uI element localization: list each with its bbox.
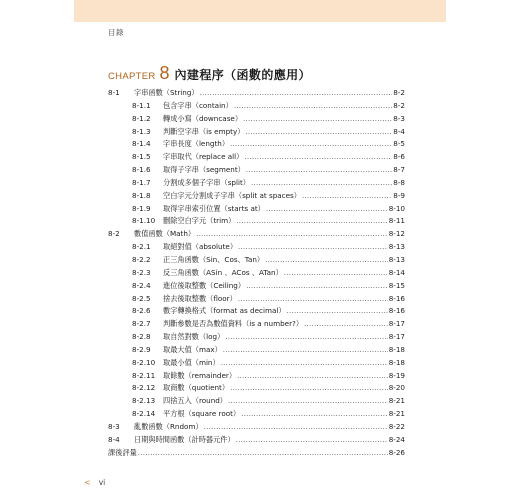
toc-page-number: 8-13 <box>388 254 405 264</box>
toc-entry-title: 取最小值（min） <box>163 357 220 367</box>
toc-page-number: 8-16 <box>388 293 405 303</box>
toc-entry-title: 取自然對數（log） <box>163 332 225 342</box>
toc-entry-title: 取得字串索引位置（starts at） <box>163 203 265 213</box>
dot-leader <box>225 331 387 344</box>
toc-entry-title: 課後評量 <box>108 447 137 457</box>
toc-entry-title: 取絕對值（absolute） <box>163 242 238 252</box>
toc-entry-line <box>163 280 405 293</box>
toc-section-number: 8-2.7 <box>132 319 151 329</box>
toc-entry-line <box>163 203 405 216</box>
toc-entry-line <box>163 177 405 190</box>
toc-entry-title: 分割成多個子字串（split） <box>163 177 250 187</box>
toc-entry-title: 取商數（quotient） <box>163 383 230 393</box>
toc-section-number: 8-3 <box>108 421 120 431</box>
running-header: 目錄 <box>108 28 124 37</box>
toc-section-number: 8-2.2 <box>132 254 151 264</box>
toc-entry-title: 包含字串（contain） <box>163 100 233 110</box>
page-folio <box>84 478 105 487</box>
toc-page-number: 8-5 <box>393 139 405 149</box>
toc-section-number: 8-2.12 <box>132 383 156 393</box>
toc-entry-line <box>163 408 405 421</box>
toc-entry-title: 日期與時間函數（計時器元件） <box>134 434 235 444</box>
toc-section-number: 8-1.10 <box>132 216 156 226</box>
toc-entry <box>108 113 405 126</box>
toc-entry-title: 數字轉換格式（format as decimal） <box>163 306 286 316</box>
dot-leader <box>244 151 392 164</box>
dot-leader <box>238 293 388 306</box>
dot-leader <box>237 370 388 383</box>
toc-page-number: 8-26 <box>388 447 405 457</box>
dot-leader <box>238 241 388 254</box>
toc-page-number: 8-21 <box>388 409 405 419</box>
toc-section-number: 8-2.5 <box>132 293 151 303</box>
toc-entry-line <box>163 382 405 395</box>
toc-page-number: 8-17 <box>388 319 405 329</box>
toc-entry <box>108 241 405 254</box>
toc-section-number: 8-2.11 <box>132 370 156 380</box>
toc-entry-line <box>163 241 405 254</box>
dot-leader <box>234 100 392 113</box>
toc-section-number: 8-1.2 <box>132 113 151 123</box>
toc-section-number: 8-2.3 <box>132 267 151 277</box>
toc-entry <box>108 190 405 203</box>
toc-section-number: 8-1.1 <box>132 100 151 110</box>
dot-leader <box>266 203 388 216</box>
dot-leader <box>302 190 392 203</box>
toc-page-number: 8-15 <box>388 280 405 290</box>
toc-page-number: 8-9 <box>393 190 405 200</box>
toc-entry-line <box>108 447 405 460</box>
toc-section-number: 8-2.9 <box>132 344 151 354</box>
table-of-contents <box>108 87 405 459</box>
toc-page-number: 8-24 <box>388 434 405 444</box>
toc-entry <box>108 447 405 460</box>
toc-page-number: 8-4 <box>393 126 405 136</box>
dot-leader <box>138 447 388 460</box>
toc-section-number: 8-1.8 <box>132 190 151 200</box>
toc-entry <box>108 177 405 190</box>
toc-entry-title: 取餘數（remainder） <box>163 370 237 380</box>
toc-section-number: 8-4 <box>108 434 120 444</box>
toc-section-number: 8-1 <box>108 88 120 97</box>
dot-leader <box>246 164 392 177</box>
toc-entry <box>108 344 405 357</box>
dot-leader <box>223 344 388 357</box>
toc-entry <box>108 164 405 177</box>
toc-entry-title: 字串取代（replace all） <box>163 152 244 162</box>
toc-page-number: 8-8 <box>393 177 405 187</box>
toc-section-number: 8-2.6 <box>132 306 151 316</box>
dot-leader <box>236 434 388 447</box>
toc-entry-title: 捨去後取整數（floor） <box>163 293 237 303</box>
toc-entry-line <box>134 421 405 434</box>
toc-section-number: 8-2.4 <box>132 280 151 290</box>
toc-entry-title: 數值函數（Math） <box>134 229 196 239</box>
dot-leader <box>243 113 392 126</box>
toc-page-number: 8-17 <box>388 332 405 342</box>
toc-section-number: 8-2.8 <box>132 332 151 342</box>
toc-entry-line <box>134 87 405 100</box>
toc-entry-title: 轉成小寫（downcase） <box>163 113 243 123</box>
toc-entry-line <box>163 100 405 113</box>
toc-entry <box>108 203 405 216</box>
toc-entry <box>108 408 405 421</box>
toc-entry-title: 進位後取整數（Ceiling） <box>163 280 246 290</box>
dot-leader <box>236 215 387 228</box>
toc-entry <box>108 228 405 241</box>
toc-page-number: 8-7 <box>393 165 405 175</box>
toc-entry-line <box>163 164 405 177</box>
folio-number: vi <box>98 478 106 487</box>
toc-page-number: 8-12 <box>388 229 405 239</box>
toc-entry-title: 正三角函數（Sin、Cos、Tan） <box>163 254 265 264</box>
toc-entry-title: 刪除空白字元（trim） <box>163 216 236 226</box>
toc-entry-line <box>163 331 405 344</box>
toc-entry-title: 字串函數（String） <box>134 88 199 97</box>
toc-entry-line <box>163 318 405 331</box>
toc-entry-line <box>163 305 405 318</box>
toc-entry-line <box>134 228 405 241</box>
top-color-band <box>74 0 446 22</box>
toc-entry <box>108 382 405 395</box>
toc-entry <box>108 87 405 100</box>
toc-entry-title: 判斷空字串（is empty） <box>163 126 245 136</box>
toc-entry <box>108 280 405 293</box>
toc-entry <box>108 151 405 164</box>
toc-entry <box>108 395 405 408</box>
toc-entry-line <box>163 344 405 357</box>
dot-leader <box>245 126 392 139</box>
dot-leader <box>204 421 388 434</box>
toc-entry-title: 取得子字串（segment） <box>163 165 245 175</box>
toc-page-number: 8-20 <box>388 383 405 393</box>
chapter-title: 內建程序（函數的應用） <box>174 68 311 82</box>
toc-entry <box>108 331 405 344</box>
toc-section-number: 8-2.14 <box>132 409 156 419</box>
toc-entry-title: 平方根（square root） <box>163 409 241 419</box>
toc-entry-line <box>163 254 405 267</box>
dot-leader <box>304 318 388 331</box>
toc-entry-line <box>163 293 405 306</box>
toc-entry <box>108 138 405 151</box>
toc-section-number: 8-2.13 <box>132 396 156 406</box>
toc-entry-title: 判斷參數是否為數值資料（is a number?） <box>163 319 304 329</box>
dot-leader <box>284 267 388 280</box>
toc-entry <box>108 126 405 139</box>
dot-leader <box>246 280 388 293</box>
toc-entry <box>108 254 405 267</box>
toc-entry-line <box>163 395 405 408</box>
toc-page-number: 8-22 <box>388 421 405 431</box>
toc-entry <box>108 293 405 306</box>
toc-entry <box>108 305 405 318</box>
toc-entry-title: 四捨五入（round） <box>163 396 227 406</box>
toc-entry <box>108 434 405 447</box>
toc-section-number: 8-1.6 <box>132 165 151 175</box>
toc-page-number: 8-2 <box>393 100 405 110</box>
toc-entry-title: 亂數函數（Rndom） <box>134 421 203 431</box>
dot-leader <box>196 228 388 241</box>
toc-page-number: 8-16 <box>388 306 405 316</box>
chapter-number: 8 <box>159 63 170 83</box>
toc-entry-title: 取最大值（max） <box>163 344 222 354</box>
toc-entry-title: 空白字元分割成子字串（split at spaces） <box>163 190 301 200</box>
toc-entry-title: 反三角函數（ASin 、ACos 、ATan） <box>163 267 283 277</box>
toc-section-number: 8-2 <box>108 229 120 239</box>
toc-page-number: 8-2 <box>393 88 405 97</box>
toc-section-number: 8-1.7 <box>132 177 151 187</box>
toc-page-number: 8-10 <box>388 203 405 213</box>
toc-entry-line <box>163 126 405 139</box>
toc-entry <box>108 318 405 331</box>
toc-entry-line <box>163 215 405 228</box>
toc-entry-line <box>134 434 405 447</box>
toc-entry-line <box>163 357 405 370</box>
dot-leader <box>287 305 388 318</box>
toc-entry-line <box>163 267 405 280</box>
toc-entry-line <box>163 113 405 126</box>
toc-entry <box>108 267 405 280</box>
chapter-label: CHAPTER <box>108 71 156 82</box>
toc-section-number: 8-2.10 <box>132 357 156 367</box>
dot-leader <box>251 177 392 190</box>
toc-page-number: 8-3 <box>393 113 405 123</box>
toc-page-number: 8-19 <box>388 370 405 380</box>
toc-page-number: 8-18 <box>388 357 405 367</box>
toc-entry <box>108 421 405 434</box>
dot-leader <box>241 408 388 421</box>
dot-leader <box>230 138 392 151</box>
toc-entry-line <box>163 370 405 383</box>
toc-page-number: 8-13 <box>388 242 405 252</box>
toc-page-number: 8-21 <box>388 396 405 406</box>
dot-leader <box>265 254 388 267</box>
toc-section-number: 8-1.9 <box>132 203 151 213</box>
toc-page-number: 8-14 <box>388 267 405 277</box>
dot-leader <box>228 395 388 408</box>
chapter-heading <box>108 63 311 84</box>
toc-entry <box>108 100 405 113</box>
toc-page-number: 8-11 <box>388 216 405 226</box>
dot-leader <box>230 382 388 395</box>
toc-entry-title: 字串長度（length） <box>163 139 230 149</box>
toc-section-number: 8-1.5 <box>132 152 151 162</box>
dot-leader <box>200 87 393 100</box>
toc-entry-line <box>163 190 405 203</box>
toc-page-number: 8-18 <box>388 344 405 354</box>
toc-entry <box>108 215 405 228</box>
left-arrow-icon: < <box>84 478 91 487</box>
toc-section-number: 8-2.1 <box>132 242 151 252</box>
dot-leader <box>221 357 388 370</box>
toc-entry-line <box>163 151 405 164</box>
toc-entry <box>108 370 405 383</box>
toc-section-number: 8-1.3 <box>132 126 151 136</box>
toc-entry <box>108 357 405 370</box>
toc-page-number: 8-6 <box>393 152 405 162</box>
toc-section-number: 8-1.4 <box>132 139 151 149</box>
toc-entry-line <box>163 138 405 151</box>
